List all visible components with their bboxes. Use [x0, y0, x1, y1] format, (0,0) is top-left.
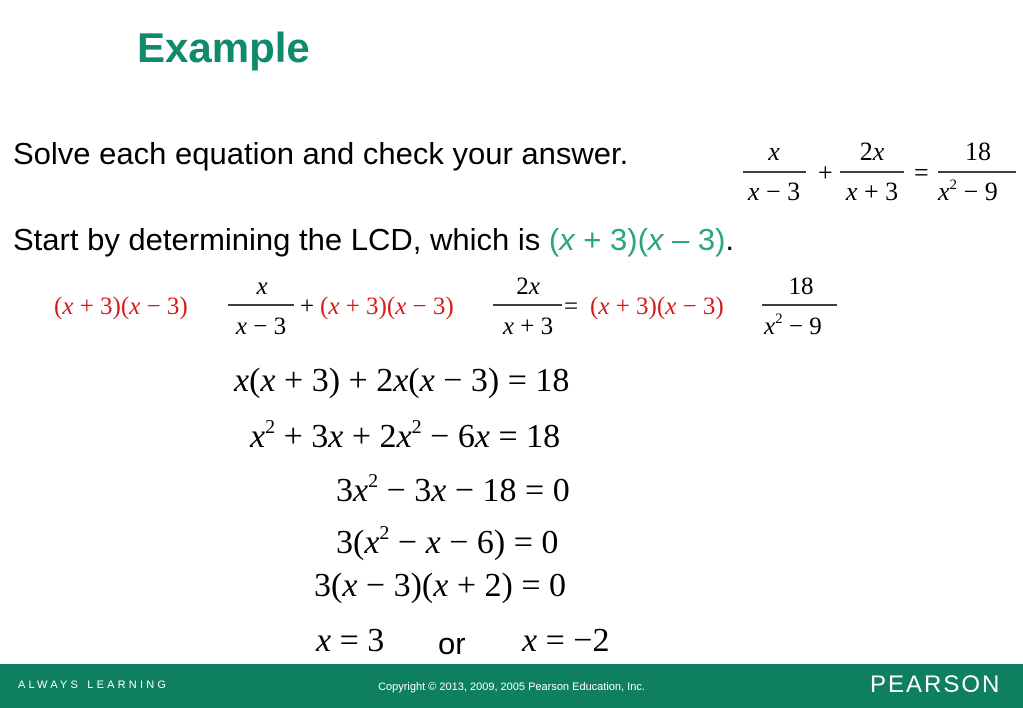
eq-term1-numerator: x	[768, 137, 780, 166]
eq-term2-numerator: 2x	[859, 137, 885, 166]
pearson-logo: PEARSON	[870, 671, 1002, 698]
step-5: 3(x − 3)(x + 2) = 0	[314, 567, 567, 604]
eq-rhs-numerator: 18	[965, 137, 991, 166]
footer-copyright: Copyright © 2013, 2009, 2005 Pearson Education, Inc.	[378, 681, 645, 693]
lcd-multiplier-3: (x + 3)(x − 3)	[590, 293, 724, 320]
solution-2: x = −2	[522, 622, 610, 659]
svg-text:=: =	[564, 293, 579, 320]
step-4: $3(x^2 - x - 6) = 0$	[336, 522, 559, 561]
svg-text:+: +	[300, 293, 315, 320]
solution-1: x = 3	[316, 622, 385, 659]
svg-text:x: x	[256, 273, 268, 300]
svg-text:x + 3: x + 3	[502, 313, 554, 340]
slide-title: Example	[137, 24, 310, 71]
eq-term2-denominator: x + 3	[845, 177, 899, 206]
svg-text:18: 18	[788, 273, 814, 300]
lcd-statement: Start by determining the LCD, which is (x + 3)(x – 3).	[13, 222, 735, 257]
multiplied-equation	[52, 268, 852, 348]
svg-text:x2 − 9: $x^2 - 9$	[764, 311, 822, 340]
step-1: x(x + 3) + 2x(x − 3) = 18	[234, 362, 570, 399]
instruction-text: Solve each equation and check your answer.	[13, 136, 629, 171]
or-label: or	[438, 626, 466, 661]
svg-text:x − 3: x − 3	[235, 313, 287, 340]
lcd-expression: (x + 3)(x – 3)	[548, 222, 726, 257]
solution-steps	[230, 355, 650, 660]
eq-equals: =	[914, 158, 929, 187]
eq-rhs-denominator: $x^2 - 9$	[938, 177, 998, 206]
eq-plus: +	[818, 158, 833, 187]
step-2: $x^2 + 3x + 2x^2 - 6x = 18$	[250, 416, 561, 455]
svg-text:2x: 2x	[516, 273, 540, 300]
step-3: $3x^2 - 3x - 18 = 0$	[336, 470, 570, 509]
footer-tagline: ALWAYS LEARNING	[18, 679, 170, 691]
eq-term1-denominator: x − 3	[747, 177, 801, 206]
lcd-multiplier-1: (x + 3)(x − 3)	[54, 293, 188, 320]
lcd-multiplier-2: (x + 3)(x − 3)	[320, 293, 454, 320]
original-equation	[738, 130, 1023, 210]
